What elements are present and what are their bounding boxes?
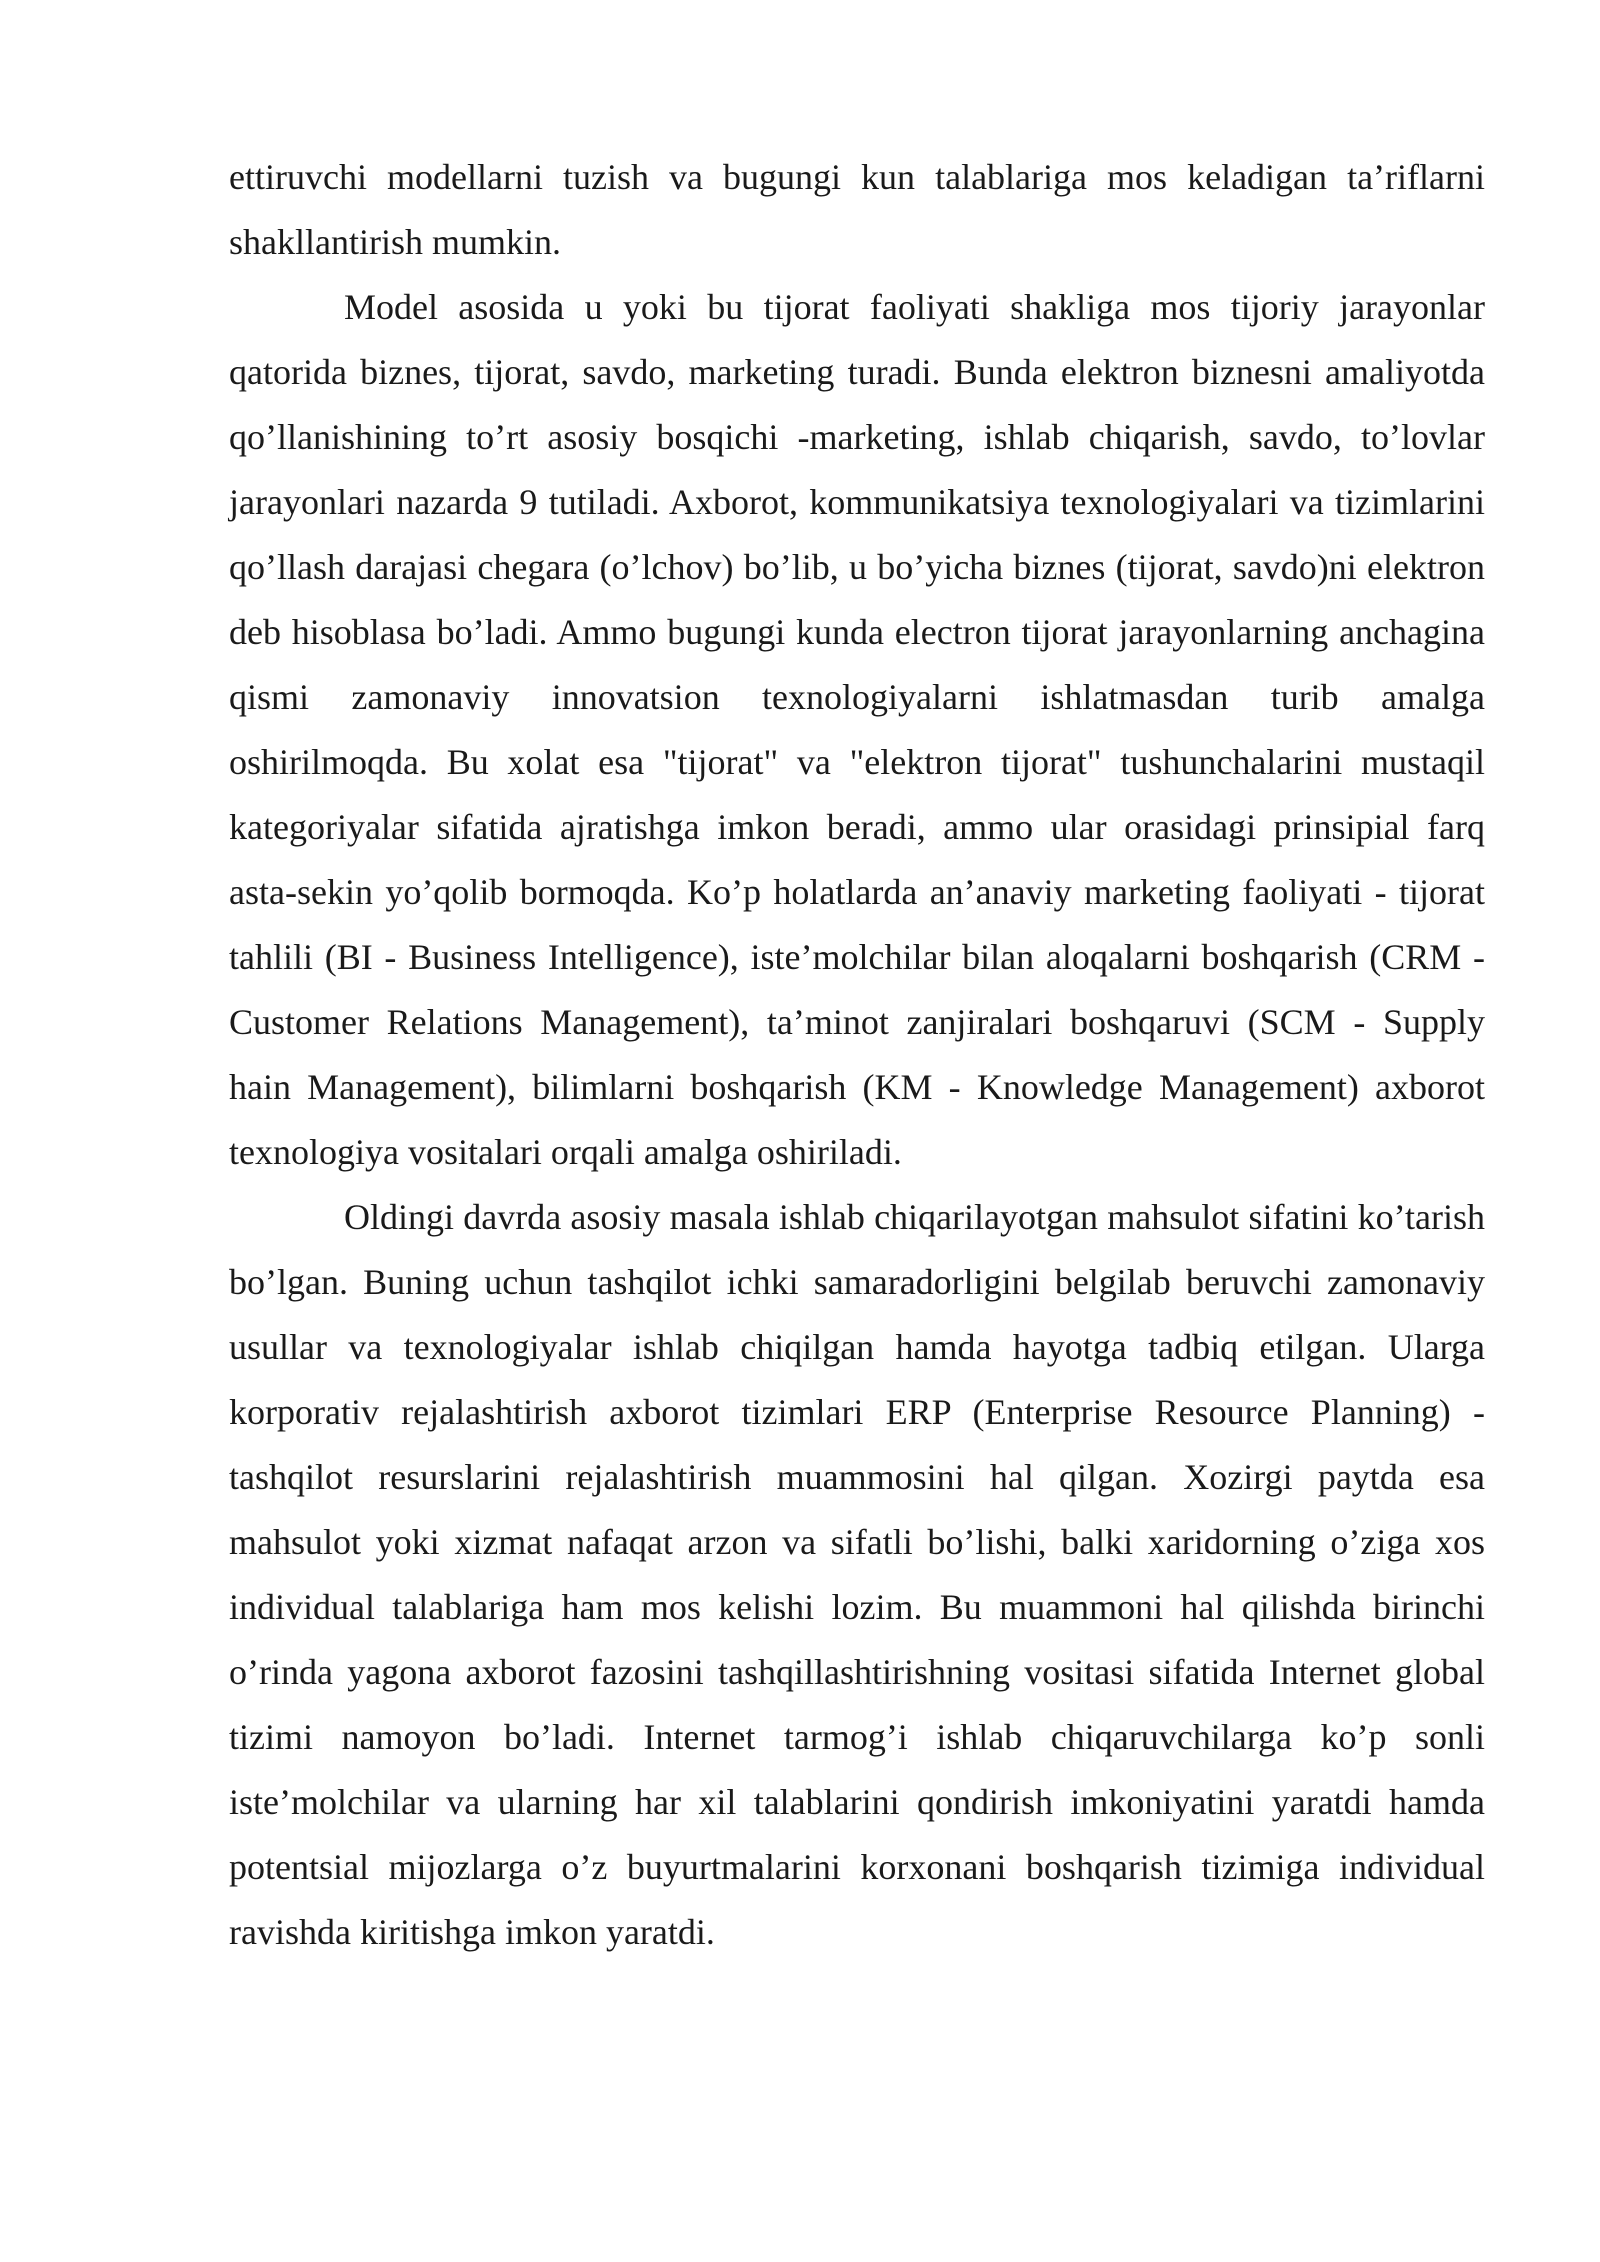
paragraph-2: Model asosida u yoki bu tijorat faoliyati shakliga mos tijoriy jarayonlar qatorida biznes, tijorat, savdo, marketing turadi. Bunda elektron biznesni amaliyotda qo’llanishining to’rt asosiy bosqichi -marketing, ishlab chiqarish, savdo, to’lovlar jarayonlari nazarda 9 tutiladi. Axborot, kommunikatsiya texnologiyalari va tizimlarini qo’llash darajasi chegara (o’lchov) bo’lib, u bo’yicha biznes (tijorat, savdo)ni elektron deb hisoblasa bo’ladi. Ammo bugungi kunda electron tijorat jarayonlarning anchagina qismi zamonaviy innovatsion texnologiyalarni ishlatmasdan turib amalga oshirilmoqda. Bu xolat esa "tijorat" va "elektron tijorat" tushunchalarini mustaqil kategoriyalar sifatida ajratishga imkon beradi, ammo ular orasidagi prinsipial farq asta-sekin yo’qolib bormoqda. Ko’p holatlarda an’anaviy marketing faoliyati - tijorat tahlili (BI - Business Intelligence), iste’molchilar bilan aloqalarni boshqarish (CRM - Customer Relations Management), ta’minot zanjiralari boshqaruvi (SCM - Supply hain Management), bilimlarni boshqarish (KM - Knowledge Management) axborot texnologiya vositalari orqali amalga oshiriladi.	[229, 287, 1485, 1172]
paragraph-3: Oldingi davrda asosiy masala ishlab chiqarilayotgan mahsulot sifatini ko’tarish bo’lgan. Buning uchun tashqilot ichki samaradorligini belgilab beruvchi zamonaviy usullar va texnologiyalar ishlab chiqilgan hamda hayotga tadbiq etilgan. Ularga korporativ rejalashtirish axborot tizimlari ERP (Enterprise Resource Planning) - tashqilot resurslarini rejalashtirish muammosini hal qilgan. Xozirgi paytda esa mahsulot yoki xizmat nafaqat arzon va sifatli bo’lishi, balki xaridorning o’ziga xos individual talablariga ham mos kelishi lozim. Bu muammoni hal qilishda birinchi o’rinda yagona axborot fazosini tashqillashtirishning vositasi sifatida Internet global tizimi namoyon bo’ladi. Internet tarmog’i ishlab chiqaruvchilarga ko’p sonli iste’molchilar va ularning har xil talablarini qondirish imkoniyatini yaratdi hamda potentsial mijozlarga o’z buyurtmalarini korxonani boshqarish tizimiga individual ravishda kiritishga imkon yaratdi.	[229, 1197, 1485, 1952]
body-text	[229, 145, 1485, 1965]
paragraph-1: ettiruvchi modellarni tuzish va bugungi kun talablariga mos keladigan ta’riflarni shakllantirish mumkin.	[229, 157, 1485, 262]
